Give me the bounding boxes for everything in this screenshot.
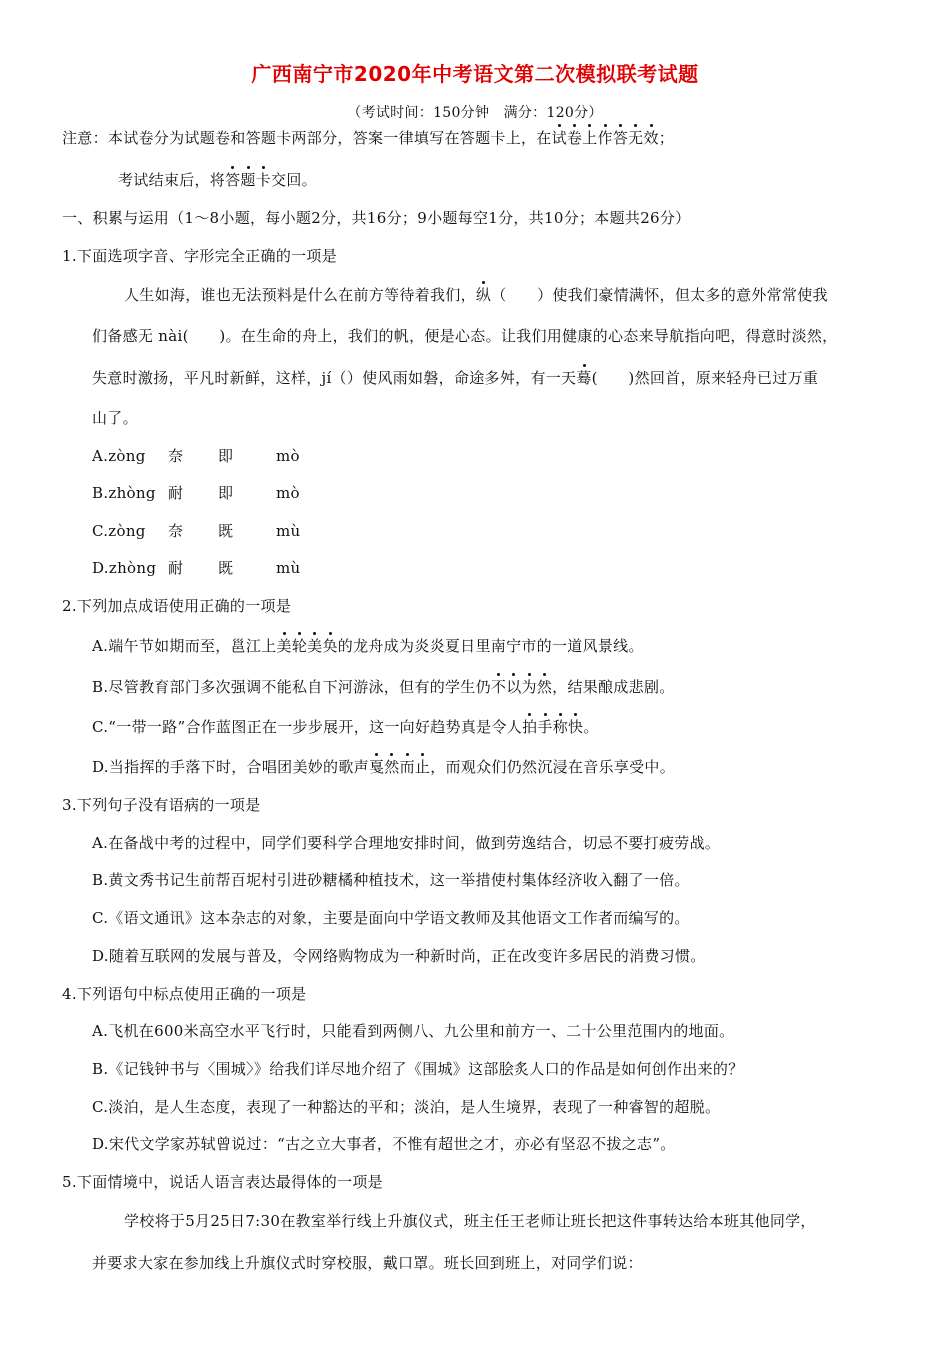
emphasis-dot-char: 纵 <box>475 286 492 304</box>
option-c: C.zòng 奈 既 mù <box>92 522 301 540</box>
option-a: A.在备战中考的过程中，同学们要科学合理地安排时间，做到劳逸结合，切忌不要打疲劳战。 <box>92 834 721 852</box>
question-1-passage-line: 山了。 <box>92 409 138 427</box>
dotted-char <box>476 286 491 304</box>
option-d: D.宋代文学家苏轼曾说过：“古之立大事者，不惟有超世之才，亦必有坚忍不拔之志”。 <box>92 1135 676 1153</box>
emphasis-dot-char: 称 <box>552 718 568 736</box>
option-a: A.zòng 奈 即 mò <box>92 447 300 465</box>
dotted-phrase <box>225 171 271 189</box>
option-d: D.随着互联网的发展与普及，令网络购物成为一种新时尚，正在改变许多居民的消费习惯。 <box>92 947 706 965</box>
emphasis-dot-char: 答 <box>612 129 629 147</box>
emphasis-dot-char: 不 <box>490 678 507 696</box>
emphasis-dot-char: 然 <box>384 758 400 776</box>
option-b: B.zhòng 耐 即 mò <box>92 484 300 502</box>
question-1-stem: 1.下面选项字音、字形完全正确的一项是 <box>62 247 338 265</box>
emphasis-dot-char: 戛 <box>368 758 385 776</box>
emphasis-dot-char: 卡 <box>255 171 272 189</box>
emphasis-dot-char: 上 <box>582 129 598 147</box>
option-d: D.zhòng 耐 既 mù <box>92 559 301 577</box>
emphasis-dot-char: 快 <box>568 718 584 736</box>
question-1-passage-line: 们备感无 nài( )。在生命的舟上，我们的帆，便是心态。让我们用健康的心态来导航指向吧，得意时淡然， <box>92 327 838 345</box>
emphasis-dot-char: 试 <box>551 129 567 147</box>
dotted-idiom <box>369 758 430 776</box>
emphasis-dot-char: 蓦 <box>576 369 592 387</box>
question-1-passage-line: 失意时激扬，平凡时新鲜，这样，jí（）使风雨如磐，命途多舛，有一天蓦( )然回首，原来轻舟已过万重 <box>92 369 819 387</box>
dotted-idiom <box>522 718 583 736</box>
emphasis-dot-char: 题 <box>240 171 256 189</box>
emphasis-dot-char: 止 <box>414 758 431 776</box>
page-title: 广西南宁市2020年中考语文第二次模拟联考试题 <box>251 62 699 86</box>
option-b: B.《记钱钟书与〈围城〉》给我们详尽地介绍了《围城》这部脍炙人口的作品是如何创作出来的？ <box>92 1060 744 1078</box>
question-5-stem: 5.下面情境中，说话人语言表达最得体的一项是 <box>62 1173 383 1191</box>
emphasis-dot-char: 而 <box>399 758 415 776</box>
notice-line-2: 考试结束后，将答题卡交回。 <box>118 171 317 189</box>
option-a: A.端午节如期而至，邕江上美轮美奂的龙舟成为炎炎夏日里南宁市的一道风景线。 <box>92 637 644 655</box>
notice-line-1: 注意：本试卷分为试题卷和答题卡两部分，答案一律填写在答题卡上，在试卷上作答无效； <box>62 129 675 147</box>
emphasis-dot-char: 以 <box>506 678 522 696</box>
question-5-passage-line: 并要求大家在参加线上升旗仪式时穿校服，戴口罩。班长回到班上，对同学们说： <box>92 1254 643 1272</box>
question-3-stem: 3.下列句子没有语病的一项是 <box>62 796 261 814</box>
dotted-char <box>576 369 591 387</box>
emphasis-dot-char: 无 <box>628 129 644 147</box>
emphasis-dot-char: 美 <box>276 637 292 655</box>
question-1-passage-line: 人生如海，谁也无法预料是什么在前方等待着我们，纵（ ）使我们豪情满怀，但太多的意外常常使我 <box>124 286 828 304</box>
option-b: B.尽管教育部门多次强调不能私自下河游泳，但有的学生仍不以为然，结果酿成悲剧。 <box>92 678 675 696</box>
question-4-stem: 4.下列语句中标点使用正确的一项是 <box>62 985 307 1003</box>
emphasis-dot-char: 然 <box>536 678 553 696</box>
option-c: C.淡泊，是人生态度，表现了一种豁达的平和；淡泊，是人生境界，表现了一种睿智的超脱。 <box>92 1098 721 1116</box>
section-heading: 一、积累与运用（1～8小题，每小题2分，共16分；9小题每空1分，共10分；本题共26分） <box>62 209 691 227</box>
option-c: C.《语文通讯》这本杂志的对象，主要是面向中学语文教师及其他语文工作者而编写的。 <box>92 909 690 927</box>
emphasis-dot-char: 拍 <box>522 718 538 736</box>
emphasis-dot-char: 手 <box>537 718 553 736</box>
dotted-phrase <box>552 129 659 147</box>
option-b: B.黄文秀书记生前帮百坭村引进砂糖橘种植技术，这一举措使村集体经济收入翻了一倍。 <box>92 871 690 889</box>
exam-info: （考试时间：150分钟 满分：120分） <box>347 105 603 121</box>
emphasis-dot-char: 效 <box>643 129 659 147</box>
option-c: C.“一带一路”合作蓝图正在一步步展开，这一向好趋势真是令人拍手称快。 <box>92 718 599 736</box>
emphasis-dot-char: 答 <box>225 171 241 189</box>
question-5-passage-line: 学校将于5月25日7:30在教室举行线上升旗仪式，班主任王老师让班长把这件事转达给本班其他同学， <box>124 1212 816 1230</box>
dotted-idiom <box>491 678 552 696</box>
emphasis-dot-char: 作 <box>597 129 613 147</box>
option-d: D.当指挥的手落下时，合唱团美妙的歌声戛然而止，而观众们仍然沉浸在音乐享受中。 <box>92 758 676 776</box>
emphasis-dot-char: 卷 <box>566 129 583 147</box>
emphasis-dot-char: 奂 <box>322 637 338 655</box>
option-a: A.飞机在600米高空水平飞行时，只能看到两侧八、九公里和前方一、二十公里范围内的地面。 <box>92 1022 735 1040</box>
emphasis-dot-char: 美 <box>307 637 323 655</box>
question-2-stem: 2.下列加点成语使用正确的一项是 <box>62 597 292 615</box>
emphasis-dot-char: 轮 <box>291 637 308 655</box>
dotted-idiom <box>277 637 338 655</box>
emphasis-dot-char: 为 <box>521 678 537 696</box>
